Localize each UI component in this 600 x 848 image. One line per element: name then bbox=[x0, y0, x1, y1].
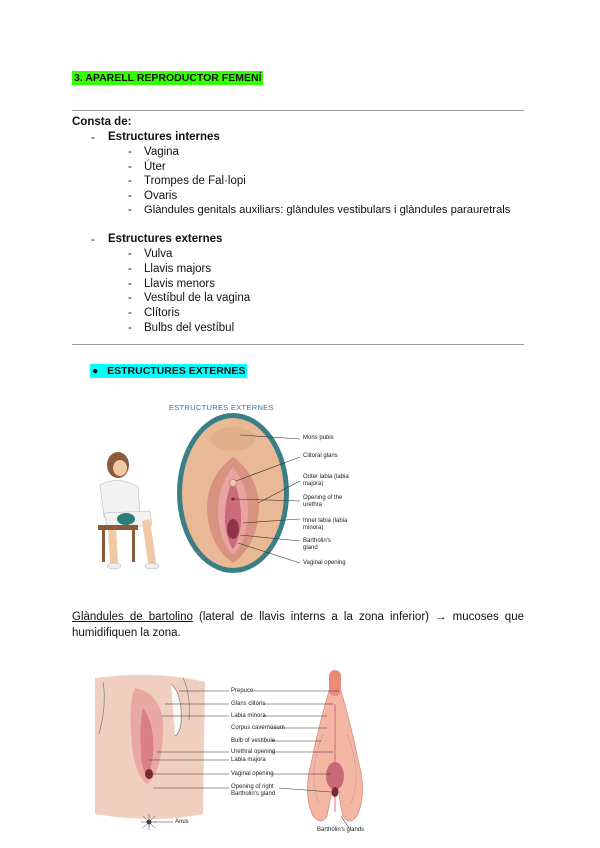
label-inner-labia: Inner labia (labia minora) bbox=[303, 518, 348, 531]
bartholin-paragraph bbox=[72, 609, 524, 641]
label-outer-labia: Outer labia (labia majora) bbox=[303, 474, 349, 487]
list-item: Vagina bbox=[144, 146, 179, 158]
paragraph-text: (lateral de llavis interns a la zona inferior) → mucoses que humidifiquen la zona. bbox=[72, 611, 524, 639]
label-vaginal-opening-2: Vaginal opening bbox=[231, 771, 274, 777]
list-dash: - bbox=[128, 263, 132, 275]
paragraph-term: Glàndules de bartolino bbox=[72, 611, 193, 623]
list-dash: - bbox=[128, 322, 132, 334]
list-dash: - bbox=[128, 292, 132, 304]
divider-top bbox=[72, 110, 524, 111]
list-item: Vestíbul de la vagina bbox=[144, 292, 251, 304]
label-vaginal-opening: Vaginal opening bbox=[303, 560, 346, 566]
seated-person-illustration bbox=[98, 452, 159, 569]
list-dash: - bbox=[128, 204, 132, 216]
intro-label: Consta de: bbox=[72, 116, 132, 128]
bullet-icon: ● bbox=[92, 365, 99, 377]
list-dash: - bbox=[128, 146, 132, 158]
external-structures-figure bbox=[90, 395, 390, 580]
label-corpus-cavernosum: Corpus cavernosum bbox=[231, 725, 285, 731]
list-dash: - bbox=[128, 248, 132, 260]
page-title: 3. APARELL REPRODUCTOR FEMENÍ bbox=[74, 72, 262, 84]
list-dash: - bbox=[128, 278, 132, 290]
list-item: Úter bbox=[144, 161, 166, 173]
external-title: Estructures externes bbox=[108, 233, 223, 245]
label-bartholins-glands: Bartholin's glands bbox=[317, 827, 365, 833]
list-dash: - bbox=[91, 234, 95, 246]
label-urethral-opening: Urethral opening bbox=[231, 749, 276, 755]
list-item: Glàndules genitals auxiliars: glàndules vestibulars i glàndules parauretrals bbox=[144, 204, 511, 216]
clitoris-anatomy-figure bbox=[95, 664, 395, 840]
list-item: Bulbs del vestíbul bbox=[144, 322, 235, 334]
section-heading bbox=[90, 365, 247, 377]
list-item: Ovaris bbox=[144, 190, 178, 202]
list-item: Vulva bbox=[144, 248, 173, 260]
list-dash: - bbox=[128, 161, 132, 173]
list-dash: - bbox=[128, 175, 132, 187]
list-dash: - bbox=[128, 190, 132, 202]
list-item: Llavis majors bbox=[144, 263, 212, 275]
external-view-illustration bbox=[95, 675, 205, 830]
label-prepuce: Prepuce bbox=[231, 688, 254, 694]
internal-title: Estructures internes bbox=[108, 131, 220, 143]
list-item: Clítoris bbox=[144, 307, 180, 319]
list-dash: - bbox=[91, 132, 95, 144]
label-labia-majora: Labia majora bbox=[231, 757, 266, 763]
list-item: Llavis menors bbox=[144, 278, 215, 290]
label-bartholin-opening: Opening of right Bartholin's gland bbox=[231, 784, 276, 797]
internal-view-illustration bbox=[307, 670, 362, 821]
label-clitoral-glans: Clitoral glans bbox=[303, 453, 338, 459]
label-labia-minora: Labia minora bbox=[231, 713, 266, 719]
section-title: ESTRUCTURES EXTERNES bbox=[107, 365, 246, 377]
label-mons-pubis: Mons pubis bbox=[303, 435, 334, 441]
figure-caption: ESTRUCTURES EXTERNES bbox=[169, 403, 274, 412]
divider-middle bbox=[72, 344, 524, 345]
label-bulb-of-vestibule: Bulb of vestibule bbox=[231, 738, 276, 744]
label-bartholin-gland: Bartholin's gland bbox=[303, 538, 331, 551]
list-item: Trompes de Fal·lopi bbox=[144, 175, 246, 187]
label-glans-clitoris: Glans clitoris bbox=[231, 701, 266, 707]
list-dash: - bbox=[128, 307, 132, 319]
label-anus: Anus bbox=[175, 819, 189, 825]
label-urethra-opening: Opening of the urethra bbox=[303, 495, 343, 508]
